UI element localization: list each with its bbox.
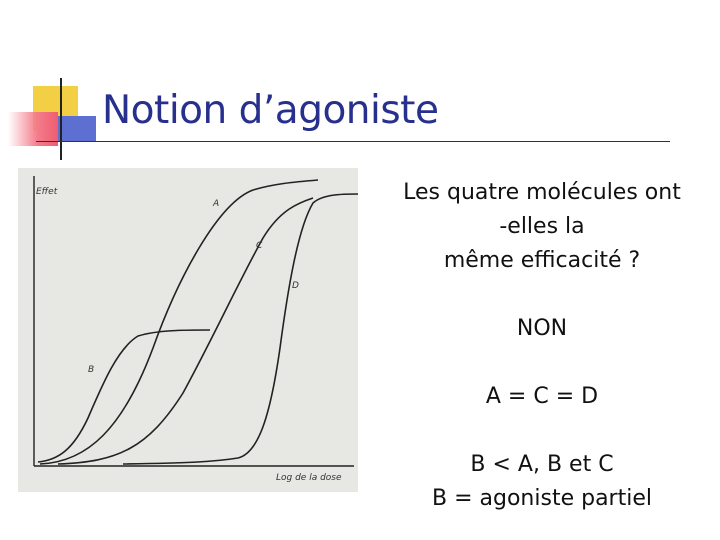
y-axis-label: Effet bbox=[36, 187, 58, 197]
curve-label-b: B bbox=[88, 365, 95, 375]
answer-text: NON bbox=[516, 316, 568, 341]
dose-response-diagram bbox=[18, 168, 358, 492]
curve-d bbox=[123, 194, 358, 464]
curve-label-a: A bbox=[213, 199, 220, 209]
question-line-3: même efficacité ? bbox=[443, 248, 641, 273]
decor-vertical-line bbox=[60, 78, 62, 160]
x-axis-label: Log de la dose bbox=[276, 473, 342, 483]
question-line-1: Les quatre molécules ont bbox=[403, 180, 681, 205]
conclusion-text: B = agoniste partiel bbox=[432, 486, 652, 511]
question-line-2: -elles la bbox=[499, 214, 585, 239]
curve-label-d: D bbox=[292, 281, 299, 291]
title-underline bbox=[36, 141, 670, 142]
slide-title: Notion d’agoniste bbox=[102, 88, 439, 133]
equality-text: A = C = D bbox=[485, 384, 599, 409]
comparison-text: B < A, B et C bbox=[470, 452, 614, 477]
decor-blue-square bbox=[52, 116, 96, 142]
slide-text bbox=[378, 176, 706, 516]
curve-b bbox=[38, 330, 210, 462]
curve-a bbox=[40, 180, 318, 464]
dose-response-svg bbox=[18, 168, 358, 492]
curve-label-c: C bbox=[256, 241, 263, 251]
